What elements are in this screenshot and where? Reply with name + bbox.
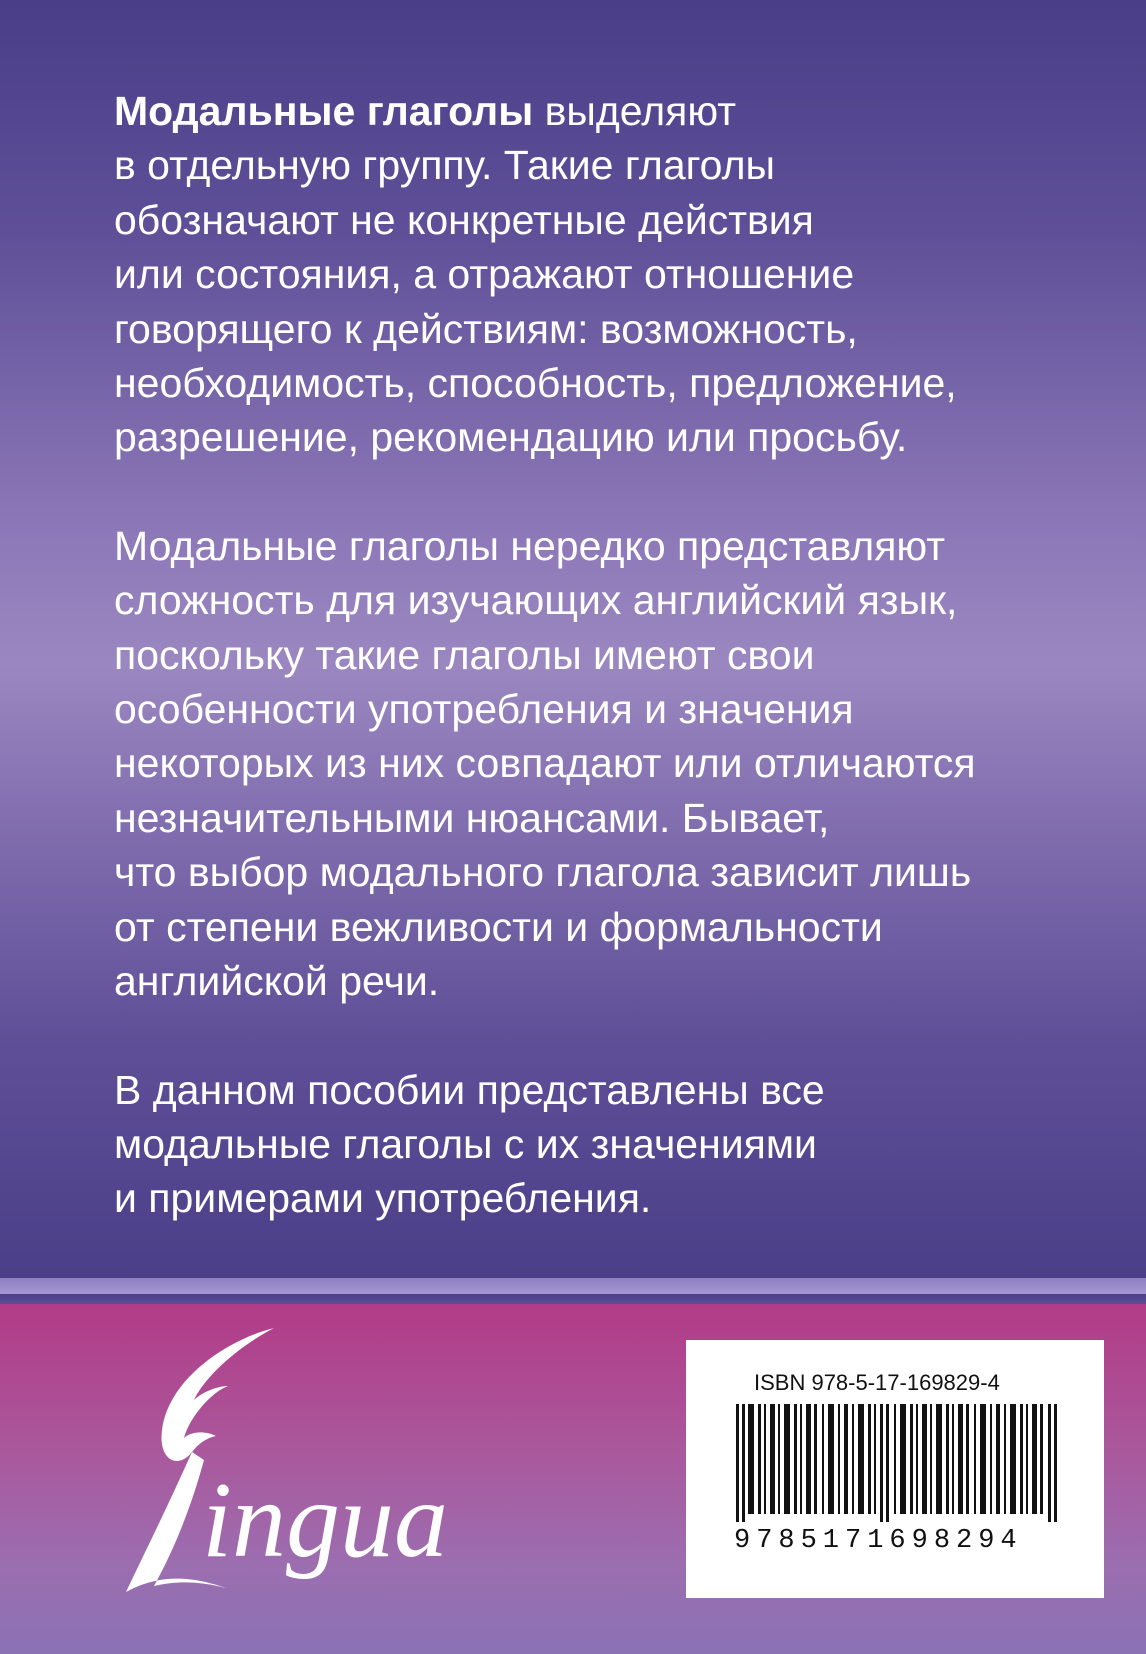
bold-lead: Модальные глаголы <box>114 88 534 134</box>
paragraph-1 <box>114 84 1124 465</box>
barcode-bars <box>734 1404 1062 1522</box>
divider-band-light <box>0 1278 1146 1294</box>
isbn-label: ISBN 978-5-17-169829-4 <box>754 1370 1000 1395</box>
paragraph-1-rest: выделяют в отдельную группу. Такие глаголы обозначают не конкретные действия или состояния, а отражают отношение говорящего к действиям: возможность, необходимость, способность, предложение, разрешение, рекомендацию или просьбу. <box>114 88 957 461</box>
paragraph-3: В данном пособии представлены все модальные глаголы с их значениями и примерами употребления. <box>114 1066 825 1222</box>
blurb-text <box>114 84 1124 1280</box>
divider-band-dark <box>0 1294 1146 1304</box>
paragraph-2: Модальные глаголы нередко представляют сложность для изучающих английский язык, поскольку такие глаголы имеют свои особенности употребления и значения некоторых из них совпадают или отличаются незначительными нюансами. Бывает, что выбор модального глагола зависит лишь от степени вежливости и формальности английской речи. <box>114 522 976 1005</box>
logo-wordmark: ingua <box>202 1461 449 1580</box>
barcode-panel <box>686 1340 1104 1598</box>
barcode-digits: 9785171698294 <box>734 1526 1023 1556</box>
lingua-logo <box>106 1320 526 1620</box>
